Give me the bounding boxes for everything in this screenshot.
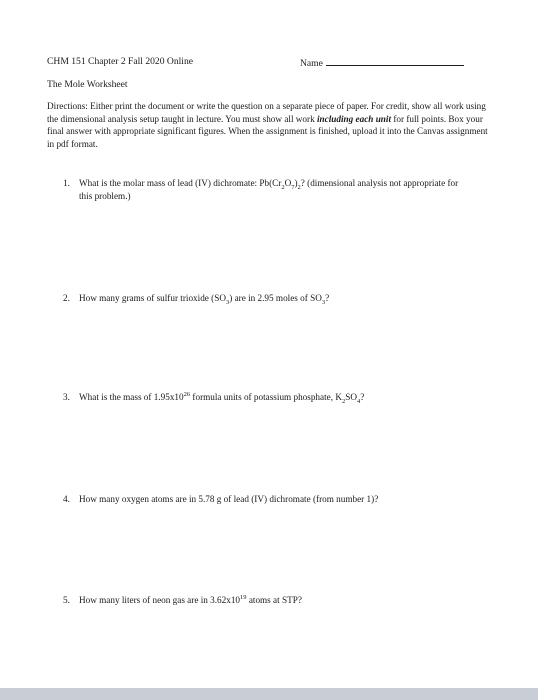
directions-text-1: Directions: Either print the document or write the question on a separate piece of paper. For credit, show all work using the dimensional analysis setup taught in lecture. You must show all work xyxy=(47,101,486,124)
question-3 xyxy=(63,391,473,404)
question-text-part: ) xyxy=(294,178,298,188)
question-text: How many oxygen atoms are in 5.78 g of lead (IV) dichromate (from number 1)? xyxy=(79,494,379,504)
question-number: 4. xyxy=(63,494,70,504)
name-field xyxy=(300,56,464,69)
question-text-part: ? xyxy=(325,293,330,303)
question-number: 2. xyxy=(63,293,70,303)
subscript: 2 xyxy=(281,183,285,191)
worksheet-title: The Mole Worksheet xyxy=(47,79,128,90)
question-text-part: ) are in 2.95 moles of SO xyxy=(229,293,322,303)
question-number: 5. xyxy=(63,595,70,605)
subscript: 2 xyxy=(341,397,346,405)
course-title: CHM 151 Chapter 2 Fall 2020 Online xyxy=(47,56,194,67)
directions-paragraph xyxy=(47,100,491,150)
superscript: 19 xyxy=(240,593,247,601)
subscript: 3 xyxy=(225,298,230,306)
question-number: 3. xyxy=(63,392,70,402)
name-label: Name xyxy=(300,58,323,69)
directions-emphasis: including each unit xyxy=(316,113,392,124)
question-text-part: O xyxy=(284,178,292,188)
question-text-part: What is the molar mass of lead (IV) dichromate: Pb(Cr xyxy=(79,178,282,188)
question-text-part: How many grams of sulfur trioxide (SO xyxy=(79,293,226,303)
subscript: 4 xyxy=(356,397,361,405)
subscript: 3 xyxy=(321,298,326,306)
question-text-part: What is the mass of 1.95x10 xyxy=(79,392,184,402)
question-5 xyxy=(63,594,473,607)
question-text xyxy=(79,177,473,202)
question-4 xyxy=(63,493,473,506)
question-text xyxy=(79,391,473,404)
superscript: 26 xyxy=(183,390,191,398)
question-text-part: How many liters of neon gas are in 3.62x10 xyxy=(79,595,241,605)
question-text xyxy=(79,594,473,607)
question-text-part: ? (dimensional analysis not appropriate for this problem.) xyxy=(79,178,459,201)
question-text-part: formula units of potassium phosphate, K xyxy=(190,392,342,402)
question-2 xyxy=(63,292,473,305)
viewer-bottom-bar xyxy=(0,688,538,700)
question-text-part: ? xyxy=(360,392,365,402)
directions-text-2: for full points. Box your final answer with appropriate significant figures. When the assignment is finished, upload it into the Canvas assignment in pdf format. xyxy=(47,113,488,149)
subscript: 7 xyxy=(291,183,295,191)
question-number: 1. xyxy=(63,178,70,188)
name-blank-line xyxy=(326,56,464,66)
question-text-part: SO xyxy=(345,392,357,402)
question-1 xyxy=(63,177,473,202)
question-text xyxy=(79,292,473,305)
question-text-part: atoms at STP? xyxy=(246,595,302,605)
subscript: 2 xyxy=(297,183,301,191)
